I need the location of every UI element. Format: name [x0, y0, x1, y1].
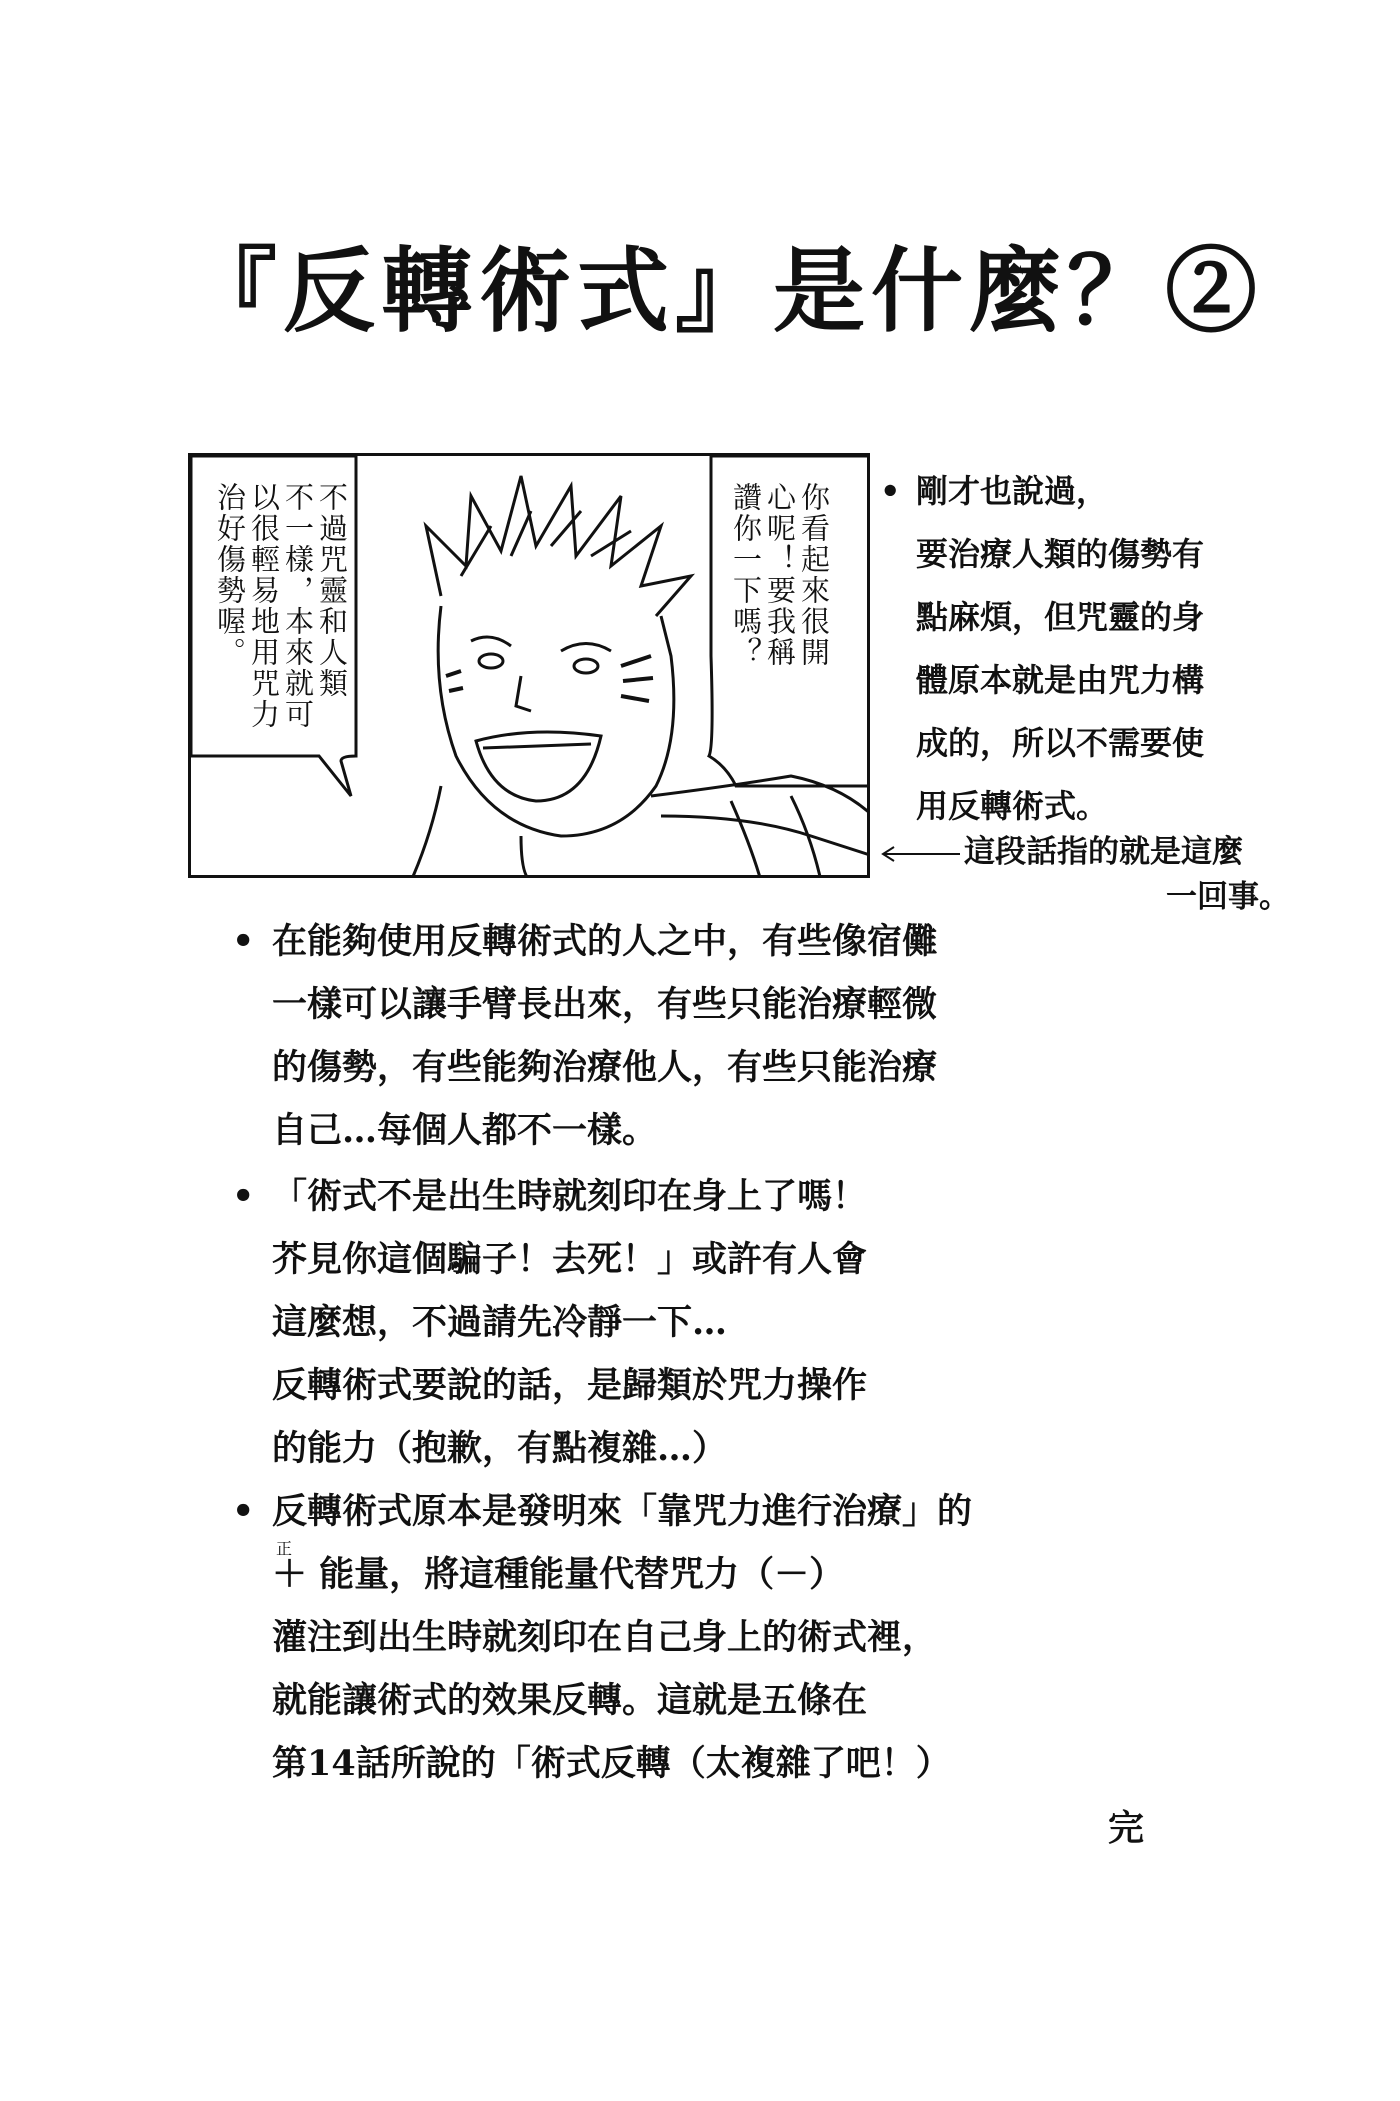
arrow-note-line: 這段話指的就是這麼: [964, 834, 1243, 870]
bullet-mark: •: [880, 472, 901, 510]
bubble-left-text: 不過咒靈和人類 不一樣，本來就可 以很輕易地用咒力 治好傷勢喔。: [213, 482, 349, 730]
side-note: [880, 460, 1380, 838]
side-note-line: 體原本就是由咒力構: [916, 661, 1205, 699]
page-title: 『反轉術式』是什麼？②: [185, 237, 1264, 345]
side-note-line: 用反轉術式。: [916, 787, 1109, 825]
side-note-line: 要治療人類的傷勢有: [916, 535, 1205, 573]
bullet-paragraph: [232, 1480, 1132, 1795]
paragraph-line: 這麼想，不過請先冷靜一下…: [272, 1302, 728, 1343]
paragraph-line: 的傷勢，有些能夠治療他人，有些只能治療: [272, 1047, 938, 1088]
paragraph-line: 自己…每個人都不一樣。: [272, 1110, 658, 1151]
paragraph-line: 就能讓術式的效果反轉。這就是五條在: [272, 1680, 868, 1721]
paragraph-line: 第14話所說的「術式反轉（太複雜了吧！）: [272, 1743, 951, 1784]
bullet-mark: •: [232, 1491, 255, 1532]
character-hair: [426, 476, 691, 616]
paragraph-line: 「術式不是出生時就刻印在身上了嗎！: [272, 1176, 868, 1217]
paragraph-line: 灌注到出生時就刻印在自己身上的術式裡，: [272, 1617, 938, 1658]
side-note-line: 剛才也說過，: [916, 472, 1109, 510]
left-arrow-icon: [880, 844, 960, 864]
side-note-line: 點麻煩，但咒靈的身: [916, 598, 1205, 636]
manga-panel: [188, 453, 870, 878]
bullet-paragraph: [232, 1165, 1132, 1480]
end-mark: 完: [1108, 1807, 1145, 1849]
bubble-right-text: 你看起來很開 心呢！要我稱 讚你一下嗎？: [729, 482, 831, 668]
paragraph-line: 一樣可以讓手臂長出來，有些只能治療輕微: [272, 984, 938, 1025]
paragraph-line: 反轉術式原本是發明來「靠咒力進行治療」的: [272, 1491, 973, 1532]
bullet-mark: •: [232, 1176, 255, 1217]
ruby-annotation: 正: [276, 1539, 293, 1558]
paragraph-line: 在能夠使用反轉術式的人之中，有些像宿儺: [272, 921, 938, 962]
paragraph-line-with-ruby: [232, 1539, 1132, 1606]
arrow-note-line: 一回事。: [1166, 879, 1290, 915]
paragraph-line: 反轉術式要說的話，是歸類於咒力操作: [272, 1365, 868, 1406]
paragraph-line-text: ＋ 能量，將這種能量代替咒力（－）: [272, 1554, 845, 1595]
paragraph-line: 芥見你這個騙子！去死！」或許有人會: [272, 1239, 868, 1280]
side-note-line: 成的，所以不需要使: [916, 724, 1205, 762]
bullet-paragraph: [232, 910, 1132, 1162]
character-face: [438, 606, 674, 836]
paragraph-line: 的能力（抱歉，有點複雜…）: [272, 1428, 728, 1469]
arrow-note: [880, 830, 1300, 920]
bullet-mark: •: [232, 921, 255, 962]
